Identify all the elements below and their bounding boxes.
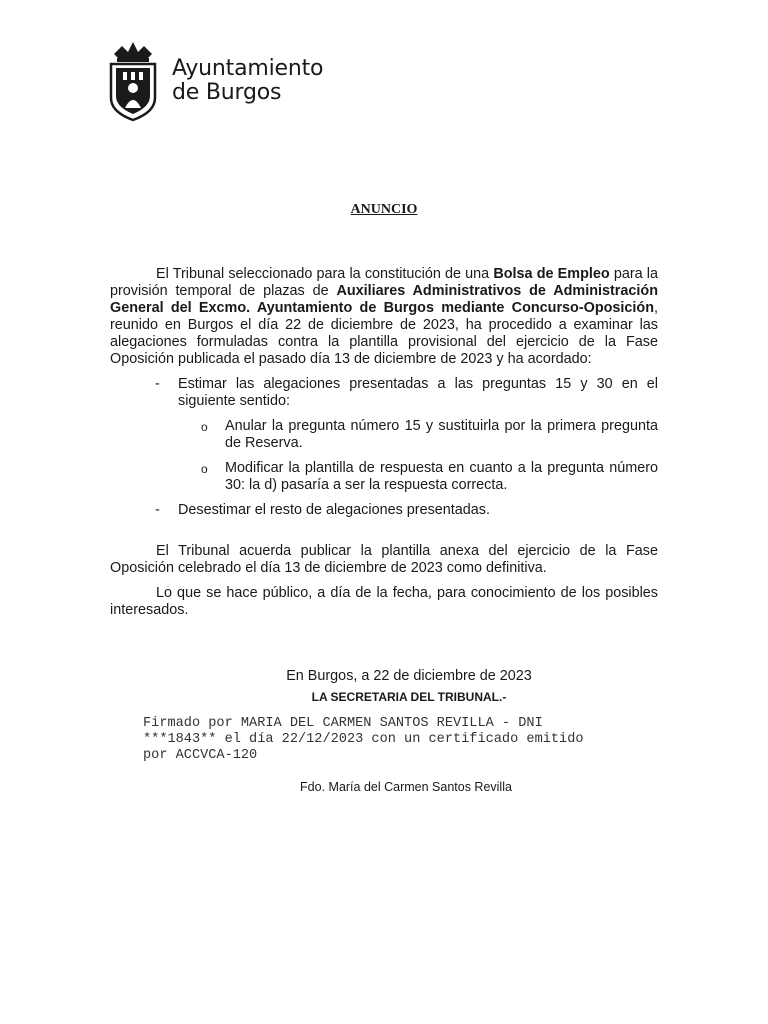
secretary-title: LA SECRETARIA DEL TRIBUNAL.- bbox=[311, 690, 507, 704]
coat-of-arms-icon bbox=[108, 40, 158, 122]
list-item-text: Estimar las alegaciones presentadas a las preguntas 15 y 30 en el siguiente sentido: bbox=[178, 376, 658, 409]
signature-line-1: Firmado por MARIA DEL CARMEN SANTOS REVILLA - DNI bbox=[143, 716, 543, 731]
org-name-line1: Ayuntamiento bbox=[172, 56, 324, 81]
document-body bbox=[110, 266, 658, 619]
signature-line-3: por ACCVCA-120 bbox=[143, 748, 258, 763]
list-item bbox=[110, 460, 658, 494]
list-item bbox=[110, 418, 658, 452]
list-item bbox=[110, 502, 658, 519]
paragraph-publication: El Tribunal acuerda publicar la plantilla anexa del ejercicio de la Fase Oposición celebrado el día 13 de diciembre de 2023 como definitiva. bbox=[110, 543, 658, 576]
intro-text-3: , reunido en Burgos el día 22 de diciembre de 2023, ha procedido a examinar las alegaciones formuladas contra la plantilla provisional del ejercicio de la Fase Oposición publicada el pasado día 13 de diciembre de 2023 y ha acordado: bbox=[110, 300, 658, 367]
list-item-text: Anular la pregunta número 15 y sustituirla por la primera pregunta de Reserva. bbox=[225, 418, 658, 451]
dash-bullet: - bbox=[155, 376, 160, 392]
circle-bullet: o bbox=[201, 420, 208, 434]
circle-bullet: o bbox=[201, 462, 208, 476]
digital-signature bbox=[143, 716, 663, 764]
document-title: ANUNCIO bbox=[350, 202, 418, 217]
list-item bbox=[110, 376, 658, 410]
header-logo bbox=[108, 40, 323, 122]
list-item-text: Desestimar el resto de alegaciones presentadas. bbox=[178, 502, 490, 518]
paragraph-notice: Lo que se hace público, a día de la fecha, para conocimiento de los posibles interesados. bbox=[110, 585, 658, 618]
dash-bullet: - bbox=[155, 502, 160, 518]
paragraph-intro bbox=[110, 266, 658, 368]
org-name-line2: de Burgos bbox=[172, 80, 282, 105]
signer-name: Fdo. María del Carmen Santos Revilla bbox=[300, 780, 512, 794]
intro-text-2: para la provisión temporal de plazas de bbox=[110, 266, 658, 299]
intro-bold-1: Bolsa de Empleo bbox=[493, 266, 610, 282]
intro-text-1: El Tribunal seleccionado para la constitución de una bbox=[156, 266, 494, 282]
list-item-text: Modificar la plantilla de respuesta en cuanto a la pregunta número 30: la d) pasaría a ser la respuesta correcta. bbox=[225, 460, 658, 493]
place-date: En Burgos, a 22 de diciembre de 2023 bbox=[286, 668, 532, 684]
intro-bold-2: Auxiliares Administrativos de Administración General del Excmo. Ayuntamiento de Burgos mediante Concurso-Oposición bbox=[110, 283, 658, 316]
signature-line-2: ***1843** el día 22/12/2023 con un certificado emitido bbox=[143, 732, 584, 747]
